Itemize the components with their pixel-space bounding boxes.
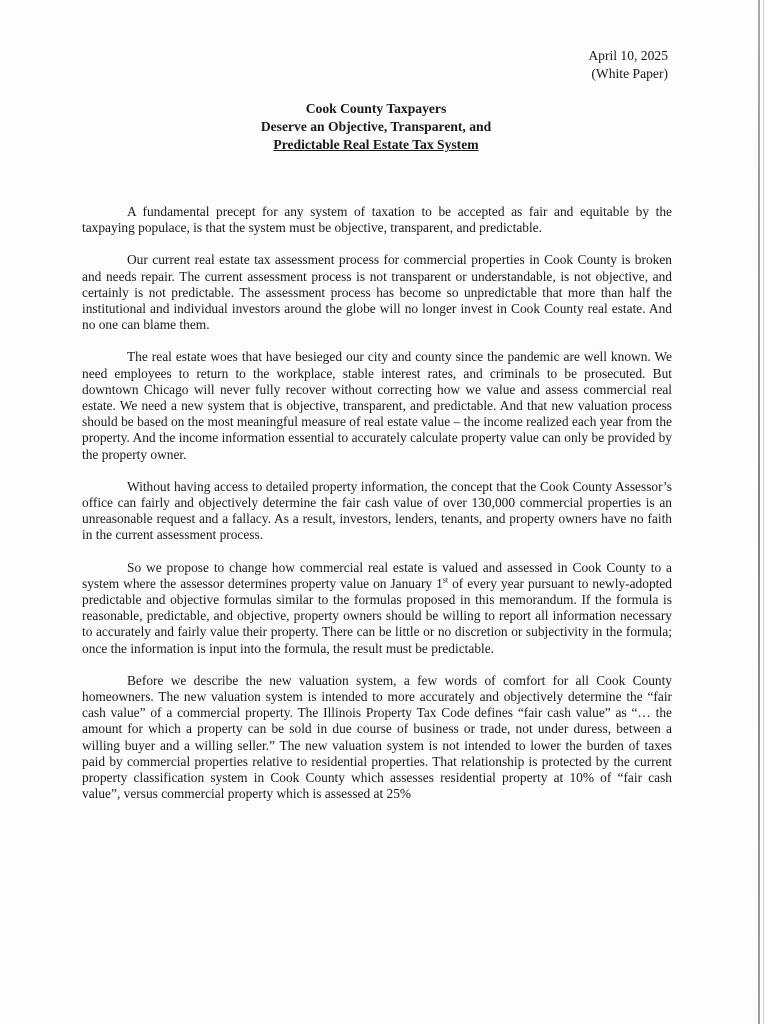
paragraph-5	[82, 560, 672, 657]
document-date: April 10, 2025	[588, 48, 668, 63]
ordinal-suffix: st	[442, 575, 449, 585]
document-type: (White Paper)	[591, 66, 668, 81]
title-line-1: Cook County Taxpayers	[305, 101, 447, 116]
paragraph-5-part-2: of every year pursuant to newly-adopted predictable and objective formulas similar to the formulas proposed in this memorandum. If the formula is reasonable, predictable, and objective, property owners should be willing to report all information necessary to accurately and fairly value their property. There can be little or no discretion or subjectivity in the formula; once the information is input into the formula, the result must be predictable.	[82, 575, 672, 656]
paragraph-4: Without having access to detailed property information, the concept that the Cook County Assessor’s office can fairly and objectively determine the fair cash value of over 130,000 commercial properties is an unreasonable request and a fallacy. As a result, investors, lenders, tenants, and property owners have no faith in the current assessment process.	[82, 478, 672, 543]
title-line-3: Predictable Real Estate Tax System	[273, 137, 479, 152]
paragraph-1: A fundamental precept for any system of taxation to be accepted as fair and equitable by the taxpaying populace, is that the system must be objective, transparent, and predictable.	[82, 204, 672, 236]
paragraph-6: Before we describe the new valuation system, a few words of comfort for all Cook County homeowners. The new valuation system is intended to more accurately and objectively determine the “fair cash value” of a commercial property. The Illinois Property Tax Code defines “fair cash value” as “… the amount for which a property can be sold in due course of business or trade, not under duress, between a willing buyer and a willing seller.” The new valuation system is not intended to lower the burden of taxes paid by commercial properties relative to residential properties. That relationship is protected by the current property classification system in Cook County which assesses residential property at 10% of “fair cash value”, versus commercial property which is assessed at 25%	[82, 672, 672, 802]
scan-edge-line	[758, 0, 760, 1024]
paragraph-5-part-1: So we propose to change how commercial real estate is valued and assessed in Cook County to a system where the assessor determines property value on January 1	[82, 559, 672, 591]
paragraph-2: Our current real estate tax assessment process for commercial properties in Cook County is broken and needs repair. The current assessment process is not transparent or understandable, is not objective, and certainly is not predictable. The assessment process has become so unpredictable that more than half the institutional and individual investors around the globe will no longer invest in Cook County real estate. And no one can blame them.	[82, 252, 672, 333]
document-body	[82, 204, 672, 819]
scan-edge-shadow	[763, 0, 764, 1024]
document-title	[0, 100, 752, 154]
date-block	[588, 47, 668, 83]
title-line-2: Deserve an Objective, Transparent, and	[260, 119, 492, 134]
paragraph-3: The real estate woes that have besieged our city and county since the pandemic are well known. We need employees to return to the workplace, stable interest rates, and criminals to be prosecuted. But downtown Chicago will never fully recover without correcting how we value and assess commercial real estate. We need a new system that is objective, transparent, and predictable. And that new valuation process should be based on the most meaningful measure of real estate value – the income realized each year from the property. And the income information essential to accurately calculate property value can only be provided by the property owner.	[82, 349, 672, 462]
